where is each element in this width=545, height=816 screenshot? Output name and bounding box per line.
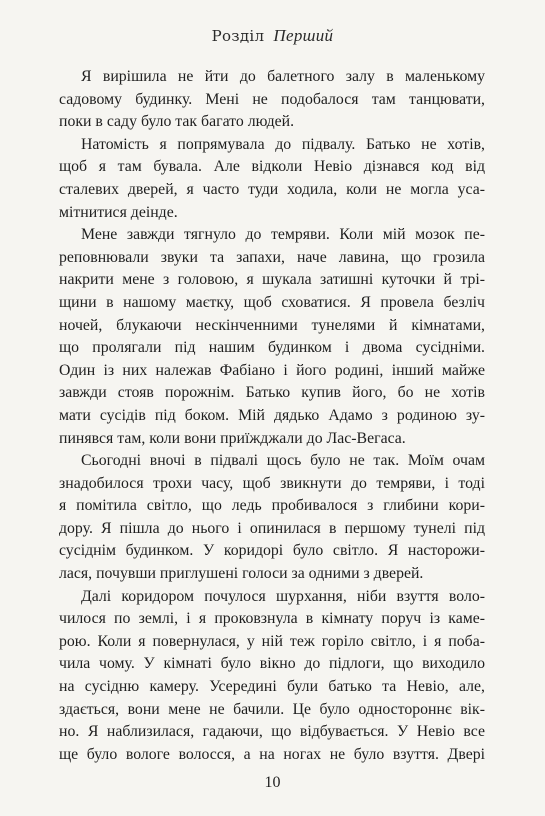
text-line: сталевих дверей, я часто туди ходила, коли не могла уса- — [59, 180, 485, 198]
text-line: чилося по землі, і я проковзнула в кімнату поруч із каме- — [59, 610, 485, 628]
text-line: Один із них належав Фабіано і його родині, інший майже — [59, 361, 485, 379]
paragraph — [59, 66, 485, 134]
text-line: мати сусідів під боком. Мій дядько Адамо з родиною зу- — [59, 406, 485, 424]
text-line: здається, вони мене не бачили. Це було одностороннє вік- — [59, 700, 485, 718]
text-line: мітнитися деінде. — [59, 203, 178, 221]
text-line: щоб я там бувала. Але відколи Невіо дізнався код від — [59, 158, 485, 176]
running-head — [0, 26, 545, 46]
text-line: рою. Коли я повернулася, у ній теж горіло світло, і я поба- — [59, 632, 485, 650]
text-line: но. Я наблизилася, гадаючи, що відбувається. У Невіо все — [59, 723, 485, 741]
text-line: поки в саду було так багато людей. — [59, 113, 295, 131]
text-line: дору. Я пішла до нього і опинилася в першому тунелі під — [59, 519, 485, 537]
chapter-word: Розділ — [211, 27, 265, 45]
text-line: Натомість я попрямувала до підвалу. Батько не хотів, — [81, 135, 485, 153]
text-line: що пролягали під нашим будинком і двома сусідніми. — [59, 339, 485, 357]
paragraph — [59, 224, 485, 450]
text-line: Я вирішила не йти до балетного залу в маленькому — [81, 68, 485, 85]
text-line: знадобилося трохи часу, щоб звикнути до темряви, і тоді — [59, 474, 485, 492]
text-line: сусіднім будинком. У коридорі було світло. Я насторожи- — [59, 542, 485, 560]
text-line: завжди стояв порожнім. Батько купив його, бо не хотів — [59, 384, 485, 402]
text-line: ще було вологе волосся, а на ногах не було взуття. Двері — [59, 745, 485, 763]
paragraph — [59, 134, 485, 224]
text-line: накрити мене з головою, я шукала затишні куточки й трі- — [59, 271, 485, 289]
text-line: я помітила світло, що ледь пробивалося з глибини кори- — [59, 497, 485, 515]
paragraph — [59, 450, 485, 586]
page-number: 10 — [264, 774, 281, 791]
text-line: щини в нашому маєтку, щоб сховатися. Я провела безліч — [59, 293, 485, 311]
text-line: лася, почувши приглушені голоси за одними з дверей. — [59, 565, 424, 583]
text-line: садовому будинку. Мені не подобалося там танцювати, — [59, 90, 485, 108]
text-line: Мене завжди тягнуло до темряви. Коли мій мозок пе- — [81, 226, 485, 244]
text-line: Далі коридором почулося шурхання, ніби взуття воло- — [81, 587, 485, 605]
text-line: реповнювали звуки та запахи, наче лавина, що грозила — [59, 248, 485, 266]
text-line: Сьогодні вночі в підвалі щось було не так. Моїм очам — [81, 452, 485, 470]
chapter-name: Перший — [273, 26, 334, 45]
body-text — [59, 66, 485, 766]
text-line: чила чому. У кімнаті було вікно до підлоги, що виходило — [59, 655, 485, 673]
text-line: на сусідню камеру. Усередині були батько та Невіо, але, — [59, 678, 485, 696]
text-line: пинявся там, коли вони приїжджали до Лас-Вегаса. — [59, 429, 406, 447]
paragraph — [59, 586, 485, 767]
text-line: ночей, блукаючи нескінченними тунелями й кімнатами, — [59, 316, 485, 334]
